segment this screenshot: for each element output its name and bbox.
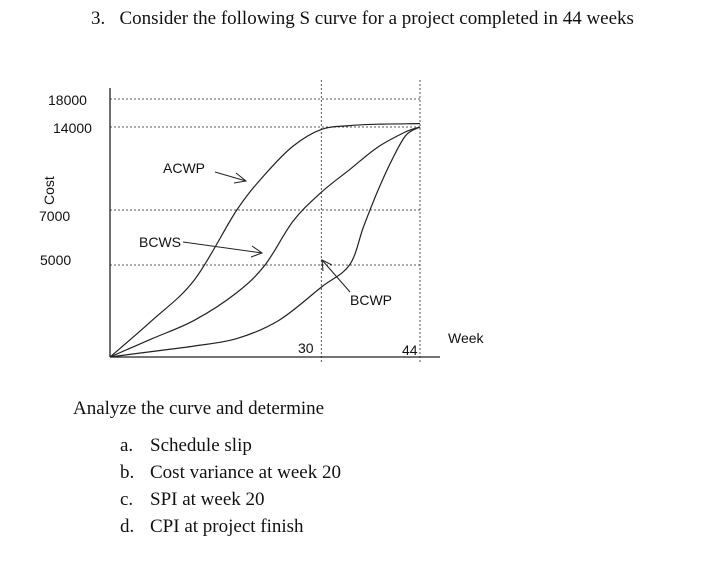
series-label-bcwp: BCWP [350,292,392,308]
task-item [120,486,341,513]
analyze-instruction: Analyze the curve and determine [73,398,325,419]
task-item [120,513,341,540]
task-text: CPI at project finish [150,516,304,537]
series-label-acwp: ACWP [163,160,205,176]
axis-labels [39,92,485,358]
curve-labels [139,160,392,308]
guide-lines [110,80,420,362]
task-item [120,432,341,459]
arrow-acwp [215,172,246,181]
task-letter: a. [120,435,134,456]
question-number: 3. [91,8,106,29]
task-letter: c. [120,489,134,510]
arrow-bcws [183,242,262,253]
task-text: Schedule slip [150,435,252,456]
y-tick-7000: 7000 [39,208,71,224]
task-item [120,459,341,486]
y-tick-14000: 14000 [53,120,92,136]
x-tick-30: 30 [298,340,314,356]
task-list [120,432,341,540]
series-label-bcws: BCWS [139,234,181,250]
chart-axes [110,88,440,357]
task-letter: d. [120,516,135,537]
x-tick-44: 44 [402,342,418,358]
y-axis-title: Cost [41,176,57,205]
task-text: Cost variance at week 20 [150,462,341,483]
question-body: Consider the following S curve for a project completed in 44 weeks [119,8,634,29]
y-tick-5000: 5000 [40,252,72,268]
y-tick-18000: 18000 [48,92,87,108]
task-letter: b. [120,462,135,483]
x-axis-title: Week [448,330,484,346]
task-text: SPI at week 20 [150,489,265,510]
